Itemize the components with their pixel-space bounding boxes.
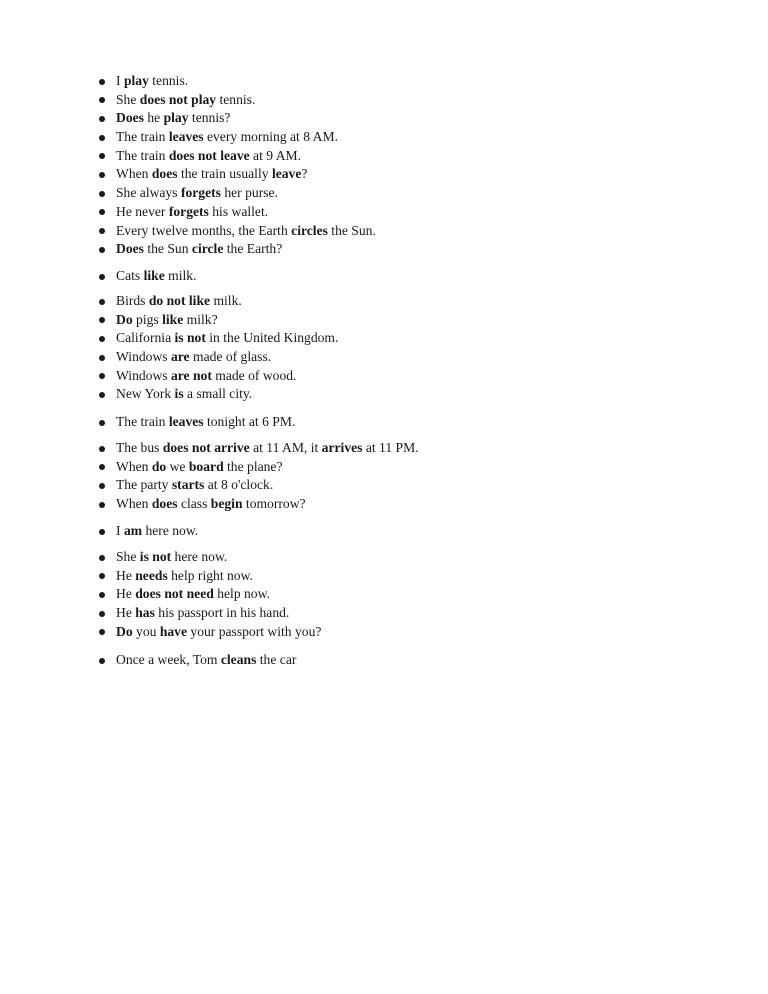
- sentence-text: her purse.: [220, 185, 278, 201]
- bullet-icon: [99, 658, 105, 664]
- bold-verb-phrase: are not: [170, 367, 212, 383]
- bold-verb-phrase: Does: [116, 241, 144, 257]
- bullet-icon: [99, 336, 105, 342]
- bold-verb-phrase: does not play: [139, 91, 217, 107]
- sentence-text: his passport in his hand.: [154, 605, 290, 621]
- list-item: [96, 476, 419, 495]
- bullet-icon: [99, 172, 105, 178]
- sentence-text: He never: [116, 203, 169, 219]
- sentence-text: Windows: [116, 367, 171, 383]
- bullet-icon: [99, 629, 105, 635]
- sentence-text: made of wood.: [211, 367, 297, 383]
- bold-verb-phrase: is not: [174, 330, 206, 346]
- sentence-text: at 11 PM.: [362, 440, 419, 455]
- bold-verb-phrase: cleans: [220, 652, 257, 667]
- sentence-list: [96, 651, 296, 670]
- bullet-icon: [99, 573, 105, 579]
- bullet-icon: [99, 228, 105, 234]
- sentence-text: The bus: [116, 440, 163, 455]
- list-item: [96, 495, 419, 514]
- sentence-text: the train usually: [177, 166, 272, 182]
- sentence-text: When: [116, 496, 152, 512]
- bullet-icon: [99, 611, 105, 617]
- bullet-icon: [99, 116, 105, 122]
- list-item: [96, 267, 196, 286]
- list-item: [96, 184, 376, 203]
- sentence-text: tomorrow?: [242, 496, 306, 512]
- bold-verb-phrase: needs: [135, 567, 168, 583]
- bullet-icon: [99, 502, 105, 508]
- list-item: [96, 147, 376, 166]
- bullet-icon: [99, 79, 105, 85]
- bold-verb-phrase: does: [151, 496, 178, 512]
- bold-verb-phrase: like: [162, 311, 184, 327]
- bullet-icon: [99, 153, 105, 159]
- sentence-text: ?: [301, 166, 308, 182]
- bold-verb-phrase: have: [159, 623, 187, 639]
- sentence-text: a small city.: [183, 386, 253, 402]
- sentence-text: She always: [116, 185, 181, 201]
- bold-verb-phrase: does: [151, 166, 178, 182]
- sentence-text: When: [116, 166, 152, 182]
- sentence-text: He: [116, 586, 136, 602]
- list-item: [96, 311, 338, 330]
- bold-verb-phrase: play: [123, 73, 149, 88]
- sentence-text: The train: [116, 129, 169, 145]
- sentence-text: I: [116, 73, 124, 88]
- sentence-text: tennis.: [148, 73, 189, 88]
- sentence-text: The train: [116, 147, 169, 163]
- bold-verb-phrase: is not: [139, 549, 172, 564]
- bold-verb-phrase: circle: [191, 241, 224, 257]
- sentence-text: California: [116, 330, 175, 346]
- bold-verb-phrase: Does: [116, 110, 144, 126]
- bold-verb-phrase: Do: [116, 623, 133, 639]
- sentence-text: I: [116, 523, 124, 538]
- sentence-text: Cats: [116, 268, 144, 283]
- bold-verb-phrase: leaves: [168, 414, 204, 429]
- sentence-text: The train: [116, 414, 169, 429]
- sentence-list: [96, 548, 321, 641]
- bold-verb-phrase: play: [163, 110, 189, 126]
- bullet-icon: [99, 209, 105, 215]
- bullet-icon: [99, 464, 105, 470]
- bold-verb-phrase: Do: [116, 311, 133, 327]
- bold-verb-phrase: am: [123, 523, 143, 538]
- list-item: [96, 604, 321, 623]
- sentence-text: She: [116, 91, 140, 107]
- sentence-text: the plane?: [223, 458, 283, 474]
- sentence-list: [96, 72, 376, 259]
- sentence-text: his wallet.: [208, 203, 269, 219]
- sentence-text: the Sun: [143, 241, 192, 257]
- list-item: [96, 439, 419, 458]
- list-item: [96, 567, 321, 586]
- bold-verb-phrase: circles: [291, 222, 328, 238]
- sentence-text: New York: [116, 386, 175, 402]
- list-item: [96, 91, 376, 110]
- sentence-text: here now.: [171, 549, 228, 564]
- sentence-text: tennis?: [188, 110, 231, 126]
- bold-verb-phrase: does not need: [135, 586, 214, 602]
- sentence-text: at 11 AM, it: [249, 440, 322, 455]
- bullet-icon: [99, 247, 105, 253]
- bold-verb-phrase: are: [170, 349, 190, 365]
- sentence-text: at 8 o'clock.: [204, 477, 274, 493]
- sentence-text: at 9 AM.: [249, 147, 302, 163]
- list-item: [96, 413, 295, 432]
- sentence-text: Once a week, Tom: [116, 652, 221, 667]
- bullet-icon: [99, 135, 105, 141]
- sentence-text: the car: [256, 652, 297, 667]
- bullet-icon: [99, 299, 105, 305]
- sentence-list: [96, 292, 338, 404]
- sentence-text: Every twelve months, the Earth: [116, 222, 292, 238]
- bullet-icon: [99, 317, 105, 323]
- bullet-icon: [99, 191, 105, 197]
- sentence-text: milk.: [164, 268, 197, 283]
- sentence-text: help right now.: [167, 567, 253, 583]
- sentence-text: She: [116, 549, 140, 564]
- bold-verb-phrase: leaves: [168, 129, 204, 145]
- bold-verb-phrase: board: [188, 458, 224, 474]
- sentence-text: pigs: [132, 311, 163, 327]
- bullet-icon: [99, 274, 105, 280]
- list-item: [96, 203, 376, 222]
- bullet-icon: [99, 355, 105, 361]
- bold-verb-phrase: begin: [210, 496, 243, 512]
- bold-verb-phrase: do not like: [148, 293, 211, 308]
- sentence-text: here now.: [142, 523, 199, 538]
- sentence-text: He: [116, 567, 136, 583]
- sentence-text: class: [177, 496, 211, 512]
- sentence-text: the Sun.: [327, 222, 376, 238]
- sentence-text: the Earth?: [223, 241, 283, 257]
- sentence-text: tennis.: [216, 91, 256, 107]
- list-item: [96, 623, 321, 642]
- sentence-text: Birds: [116, 293, 149, 308]
- sentence-text: help now.: [213, 586, 270, 602]
- bullet-icon: [99, 592, 105, 598]
- list-item: [96, 128, 376, 147]
- sentence-text: tonight at 6 PM.: [203, 414, 296, 429]
- list-item: [96, 548, 321, 567]
- sentence-list: [96, 439, 419, 514]
- bullet-icon: [99, 529, 105, 535]
- list-item: [96, 385, 338, 404]
- sentence-text: in the United Kingdom.: [205, 330, 339, 346]
- list-item: [96, 292, 338, 311]
- sentence-text: your passport with you?: [187, 623, 322, 639]
- sentence-list: [96, 522, 198, 541]
- list-item: [96, 348, 338, 367]
- list-item: [96, 165, 376, 184]
- sentence-list: [96, 267, 196, 286]
- list-item: [96, 222, 376, 241]
- bold-verb-phrase: is: [174, 386, 184, 402]
- sentence-text: He: [116, 605, 136, 621]
- bullet-icon: [99, 555, 105, 561]
- bullet-icon: [99, 446, 105, 452]
- bold-verb-phrase: do: [151, 458, 167, 474]
- bullet-icon: [99, 392, 105, 398]
- list-item: [96, 458, 419, 477]
- list-item: [96, 522, 198, 541]
- bold-verb-phrase: starts: [171, 477, 205, 493]
- list-item: [96, 651, 296, 670]
- bold-verb-phrase: leave: [271, 166, 302, 182]
- bullet-icon: [99, 97, 105, 103]
- sentence-list: [96, 413, 295, 432]
- list-item: [96, 109, 376, 128]
- sentence-text: The party: [116, 477, 172, 493]
- bold-verb-phrase: forgets: [180, 185, 221, 201]
- list-item: [96, 585, 321, 604]
- list-item: [96, 240, 376, 259]
- sentence-text: we: [166, 458, 189, 474]
- sentence-text: you: [132, 623, 160, 639]
- bold-verb-phrase: arrives: [321, 440, 363, 455]
- sentence-text: milk.: [210, 293, 242, 308]
- sentence-text: When: [116, 458, 152, 474]
- sentence-text: milk?: [183, 311, 218, 327]
- bullet-icon: [99, 483, 105, 489]
- sentence-text: Windows: [116, 349, 171, 365]
- bullet-icon: [99, 420, 105, 426]
- sentence-text: every morning at 8 AM.: [203, 129, 338, 145]
- list-item: [96, 367, 338, 386]
- bold-verb-phrase: does not leave: [168, 147, 250, 163]
- sentence-text: he: [143, 110, 164, 126]
- sentence-text: made of glass.: [189, 349, 272, 365]
- bold-verb-phrase: forgets: [168, 203, 209, 219]
- bullet-icon: [99, 373, 105, 379]
- list-item: [96, 329, 338, 348]
- bold-verb-phrase: like: [143, 268, 165, 283]
- bold-verb-phrase: has: [135, 605, 155, 621]
- bold-verb-phrase: does not arrive: [162, 440, 250, 455]
- list-item: [96, 72, 376, 91]
